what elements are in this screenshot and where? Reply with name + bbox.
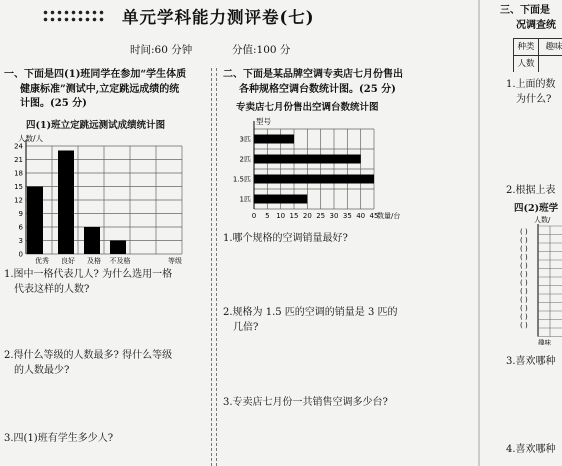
section-three-line: 况调查统 <box>516 19 556 31</box>
bar <box>27 187 43 255</box>
table-row-label: 人数 <box>513 55 539 72</box>
question-3-left <box>4 432 113 447</box>
question-3-right <box>506 355 562 370</box>
y-tick-label: 2匹 <box>239 155 251 164</box>
question-line: 为什么? <box>516 93 552 105</box>
y-tick-label: 21 <box>14 156 23 164</box>
section-three-title <box>500 4 562 33</box>
x-tick-label: 良好 <box>61 257 75 265</box>
page-gutter <box>478 0 480 466</box>
y-axis-label: 人数/ <box>534 216 551 224</box>
bar <box>110 241 126 255</box>
x-tick-label: 30 <box>329 212 339 220</box>
question-line: 几倍? <box>233 321 259 333</box>
question-line: 3.喜欢哪种 <box>506 356 556 367</box>
section-two-line: 二、下面是某品牌空调专卖店七月份售出 <box>223 69 403 80</box>
y-tick-blank: ( ) <box>520 296 528 304</box>
horizontal-bar-chart <box>222 112 422 230</box>
question-line: 4.喜欢哪种 <box>506 444 556 455</box>
bar <box>254 175 374 184</box>
section-two-line: 各种规格空调台数统计图。(25 分) <box>239 83 396 95</box>
question-2-right <box>506 184 562 199</box>
y-tick-blank: ( ) <box>520 270 528 279</box>
x-tick-label: 0 <box>251 212 257 220</box>
x-tick-label: 20 <box>302 212 312 220</box>
x-tick-label: 优秀 <box>35 257 49 265</box>
x-tick-label: 5 <box>265 212 270 220</box>
x-tick-label: 趣味 <box>538 338 551 347</box>
column-divider-left-2 <box>216 68 217 466</box>
y-tick-blank: ( ) <box>520 228 528 236</box>
y-tick-blank: ( ) <box>520 253 528 262</box>
question-2-left <box>4 349 172 378</box>
section-two-title <box>223 68 403 97</box>
survey-table <box>513 38 562 72</box>
section-one-title <box>4 68 186 112</box>
question-line: 代表这样的人数? <box>14 283 90 295</box>
y-tick-label: 9 <box>18 210 23 218</box>
y-tick-label: 15 <box>14 183 23 191</box>
right-partial-chart <box>506 212 562 348</box>
x-tick-label: 40 <box>356 212 366 220</box>
question-1-right <box>506 78 562 107</box>
time-label: 时间:60 分钟 <box>130 44 193 56</box>
bar <box>254 195 307 204</box>
bar <box>254 155 361 164</box>
question-line: 1.上面的数 <box>506 79 556 90</box>
question-1-left <box>4 268 172 297</box>
question-1-middle <box>223 232 348 247</box>
question-2-middle <box>223 306 398 335</box>
y-axis-label: 型号 <box>256 117 271 126</box>
y-tick-blank: ( ) <box>520 287 528 296</box>
chart-title: 专卖店七月份售出空调台数统计图 <box>236 102 379 113</box>
x-tick-label: 不及格 <box>109 257 131 265</box>
chart-title: 四(1)班立定跳远测试成绩统计图 <box>26 120 166 131</box>
section-one-line: 健康标准”测试中,立定跳远成绩的统 <box>20 83 180 95</box>
question-line: 的人数最少? <box>14 364 70 376</box>
y-axis-label: 人数/人 <box>18 134 44 143</box>
x-axis-label: 数量/台 <box>377 212 401 220</box>
x-tick-label: 25 <box>316 212 326 220</box>
section-one-line: 一、下面是四(1)班同学在参加“学生体质 <box>4 69 187 80</box>
x-tick-label: 15 <box>289 212 299 220</box>
question-4-right <box>506 443 562 458</box>
question-line: 3.专卖店七月份一共销售空调多少台? <box>223 397 388 408</box>
column-divider-left <box>211 68 212 466</box>
question-3-middle <box>223 396 388 411</box>
y-tick-blank: ( ) <box>520 245 528 253</box>
table-header-cell: 趣味 <box>538 38 562 56</box>
y-tick-blank: ( ) <box>520 304 528 313</box>
question-line: 2.得什么等级的人数最多? 得什么等级 <box>4 350 173 361</box>
section-one-line: 计图。(25 分) <box>20 98 87 109</box>
score-label: 分值:100 分 <box>232 44 291 56</box>
table-header-cell: 种类 <box>513 38 539 56</box>
y-tick-label: 3匹 <box>239 135 251 144</box>
bar <box>58 151 74 255</box>
y-tick-blank: ( ) <box>520 279 528 287</box>
page-title: 单元学科能力测评卷(七) <box>122 8 315 27</box>
y-tick-label: 24 <box>14 142 23 151</box>
x-tick-label: 45 <box>369 212 379 220</box>
y-tick-blank: ( ) <box>520 262 528 270</box>
question-line: 2.规格为 1.5 匹的空调的销量是 3 匹的 <box>223 307 398 318</box>
table-cell <box>538 55 562 72</box>
y-tick-label: 6 <box>18 223 23 232</box>
y-tick-label: 12 <box>14 196 23 205</box>
x-tick-label: 及格 <box>87 257 101 265</box>
y-tick-blank: ( ) <box>520 313 528 321</box>
y-tick-label: 1.5匹 <box>232 175 251 184</box>
bar <box>84 227 100 254</box>
question-line: 2.根据上表 <box>506 185 556 196</box>
question-line: 3.四(1)班有学生多少人? <box>4 433 114 444</box>
x-tick-label: 35 <box>342 212 352 220</box>
question-line: 1.图中一格代表几人? 为什么选用一格 <box>4 269 173 280</box>
bar <box>254 135 294 144</box>
question-line: 1.哪个规格的空调销量最好? <box>223 233 348 244</box>
y-tick-blank: ( ) <box>520 321 528 330</box>
y-tick-blank: ( ) <box>520 236 528 245</box>
right-chart-title: 四(2)班学 <box>514 203 559 214</box>
y-tick-label: 0 <box>18 250 23 259</box>
section-three-line: 三、下面是 <box>500 5 550 16</box>
y-tick-label: 1匹 <box>239 195 251 204</box>
y-tick-label: 18 <box>14 169 23 178</box>
x-axis-label: 等级 <box>168 257 182 265</box>
x-tick-label: 10 <box>276 212 286 220</box>
decorative-dots <box>42 9 104 23</box>
y-tick-label: 3 <box>18 237 23 245</box>
vertical-bar-chart <box>4 132 210 266</box>
